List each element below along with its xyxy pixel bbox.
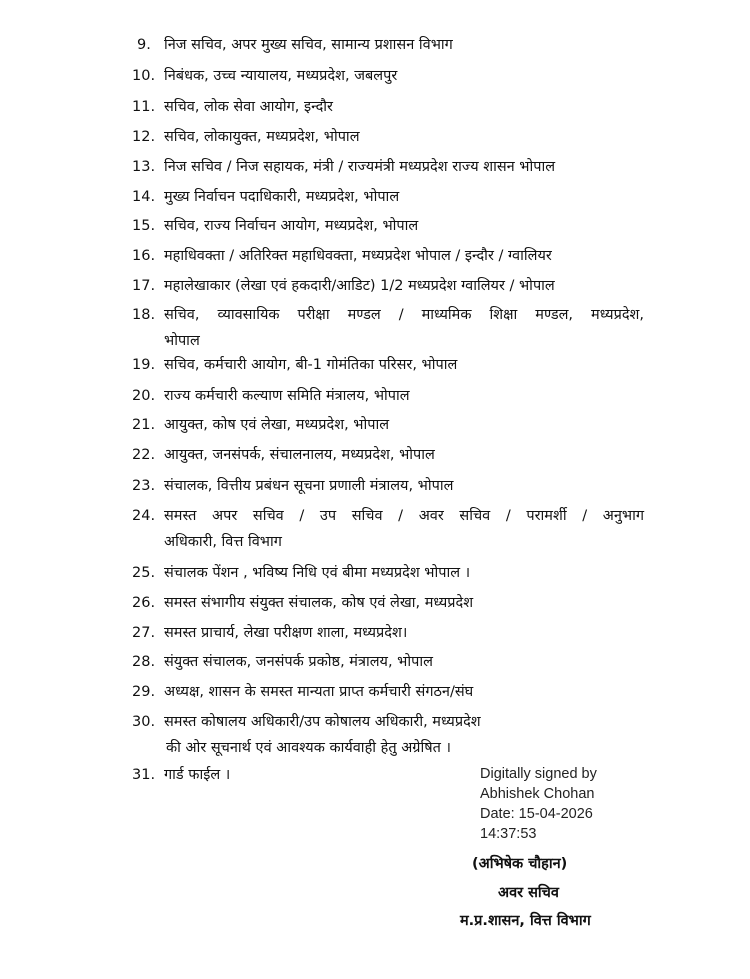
item-text: सचिव, राज्य निर्वाचन आयोग, मध्यप्रदेश, भोपाल	[164, 218, 419, 234]
item-text: सचिव, लोक सेवा आयोग, इन्दौर	[164, 99, 333, 115]
item-number: 30.	[132, 714, 156, 730]
item-number: 14.	[132, 189, 156, 205]
item-text: गार्ड फाईल ।	[164, 767, 231, 783]
item-number: 20.	[132, 388, 156, 404]
item-text: निबंधक, उच्च न्यायालय, मध्यप्रदेश, जबलपुर	[164, 68, 398, 84]
signature-time: 14:37:53	[480, 826, 537, 842]
item-number: 31.	[132, 767, 156, 783]
signer-name: (अभिषेक चौहान)	[472, 856, 568, 872]
item-number: 25.	[132, 565, 156, 581]
item-text: समस्त प्राचार्य, लेखा परीक्षण शाला, मध्यप्रदेश।	[164, 625, 408, 641]
signer-department: म.प्र.शासन, वित्त विभाग	[460, 913, 591, 929]
item-text: संचालक, वित्तीय प्रबंधन सूचना प्रणाली मंत्रालय, भोपाल	[164, 478, 454, 494]
item-text: समस्त कोषालय अधिकारी/उप कोषालय अधिकारी, मध्यप्रदेश	[164, 714, 481, 730]
item-text: समस्त अपर सचिव / उप सचिव / अवर सचिव / परामर्शी / अनुभाग	[164, 508, 644, 524]
item-text: आयुक्त, कोष एवं लेखा, मध्यप्रदेश, भोपाल	[164, 417, 390, 433]
signer-designation: अवर सचिव	[498, 885, 559, 901]
item-text: संयुक्त संचालक, जनसंपर्क प्रकोष्ठ, मंत्रालय, भोपाल	[164, 654, 433, 670]
item-number: 27.	[132, 625, 156, 641]
item-text: संचालक पेंशन , भविष्य निधि एवं बीमा मध्यप्रदेश भोपाल ।	[164, 565, 471, 581]
item-text: महालेखाकार (लेखा एवं हकदारी/आडिट) 1/2 मध्यप्रदेश ग्वालियर / भोपाल	[164, 278, 555, 294]
item-number: 26.	[132, 595, 156, 611]
item-text-continuation: अधिकारी, वित्त विभाग	[164, 534, 282, 550]
item-number: 19.	[132, 357, 156, 373]
item-text: अध्यक्ष, शासन के समस्त मान्यता प्राप्त कर्मचारी संगठन/संघ	[164, 684, 474, 700]
item-number: 22.	[132, 447, 156, 463]
signature-line: Digitally signed by	[480, 766, 597, 782]
digital-signature-block	[480, 764, 597, 844]
item-text: मुख्य निर्वाचन पदाधिकारी, मध्यप्रदेश, भोपाल	[164, 189, 400, 205]
item-number: 18.	[132, 307, 156, 323]
item-text-continuation: की ओर सूचनार्थ एवं आवश्यक कार्यवाही हेतु अग्रेषित ।	[166, 740, 451, 756]
item-number: 15.	[132, 218, 156, 234]
item-number: 11.	[132, 99, 156, 115]
item-text: सचिव, व्यावसायिक परीक्षा मण्डल / माध्यमिक शिक्षा मण्डल, मध्यप्रदेश,	[164, 307, 644, 323]
item-text: समस्त संभागीय संयुक्त संचालक, कोष एवं लेखा, मध्यप्रदेश	[164, 595, 474, 611]
item-text: निज सचिव, अपर मुख्य सचिव, सामान्य प्रशासन विभाग	[164, 37, 453, 53]
item-number: 28.	[132, 654, 156, 670]
item-number: 21.	[132, 417, 156, 433]
item-text: महाधिवक्ता / अतिरिक्त महाधिवक्ता, मध्यप्रदेश भोपाल / इन्दौर / ग्वालियर	[164, 248, 552, 264]
item-text: आयुक्त, जनसंपर्क, संचालनालय, मध्यप्रदेश, भोपाल	[164, 447, 435, 463]
item-number: 29.	[132, 684, 156, 700]
signature-name: Abhishek Chohan	[480, 786, 595, 802]
item-number: 16.	[132, 248, 156, 264]
item-number: 17.	[132, 278, 156, 294]
item-text: निज सचिव / निज सहायक, मंत्री / राज्यमंत्री मध्यप्रदेश राज्य शासन भोपाल	[164, 159, 556, 175]
item-text: सचिव, कर्मचारी आयोग, बी-1 गोमंतिका परिसर, भोपाल	[164, 357, 458, 373]
signature-date: Date: 15-04-2026	[480, 806, 593, 822]
item-number: 12.	[132, 129, 156, 145]
item-number: 9.	[137, 37, 151, 53]
item-number: 10.	[132, 68, 156, 84]
item-number: 23.	[132, 478, 156, 494]
item-text-continuation: भोपाल	[164, 333, 200, 349]
item-number: 24.	[132, 508, 156, 524]
item-text: सचिव, लोकायुक्त, मध्यप्रदेश, भोपाल	[164, 129, 360, 145]
item-number: 13.	[132, 159, 156, 175]
item-text: राज्य कर्मचारी कल्याण समिति मंत्रालय, भोपाल	[164, 388, 410, 404]
